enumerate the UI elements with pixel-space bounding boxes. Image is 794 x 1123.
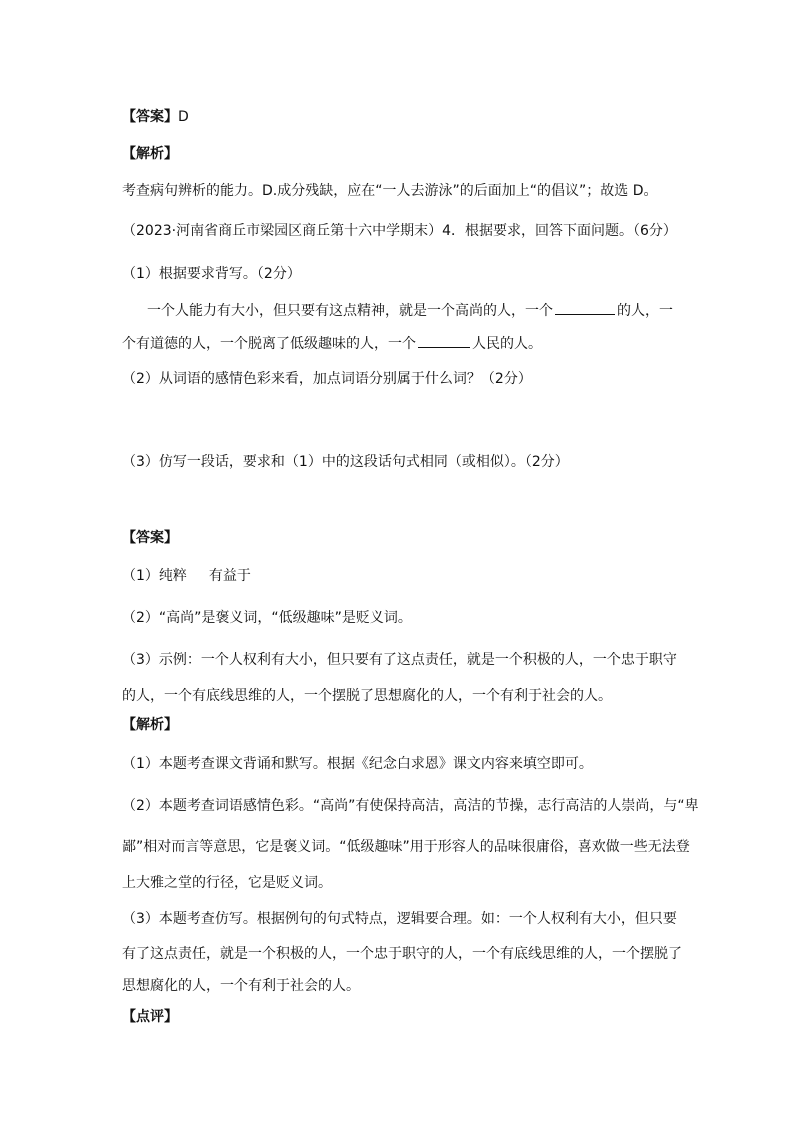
question-part-1: （1）根据要求背写。（2分） <box>122 266 301 282</box>
answer-heading-1 <box>122 108 189 126</box>
answer-2-3-line1: （3）示例：一个人权利有大小，但只要有了这点责任，就是一个积极的人，一个忠于职守 <box>122 652 677 668</box>
answer-value: D <box>178 109 189 125</box>
answer-2-3-line2: 的人，一个有底线思维的人，一个摆脱了思想腐化的人，一个有利于社会的人。 <box>122 688 612 704</box>
analysis-2-p2-line3: 上大雅之堂的行径，它是贬义词。 <box>122 875 332 891</box>
answer-word: （1）纯粹 <box>122 568 187 584</box>
answer-word: 有益于 <box>208 568 251 584</box>
recite-text: 人民的人。 <box>472 336 542 352</box>
answer-label: 【答案】 <box>122 109 178 125</box>
question-part-3: （3）仿写一段话，要求和（1）中的这段话句式相同（或相似）。（2分） <box>122 454 569 470</box>
answer-heading-2: 【答案】 <box>122 530 178 546</box>
answer-2-2: （2）“高尚”是褒义词，“低级趣味”是贬义词。 <box>122 610 412 626</box>
recite-line-2 <box>122 333 542 353</box>
analysis-2-p2-line1: （2）本题考查词语感情色彩。“高尚”有使保持高洁，高洁的节操，志行高洁的人崇尚，与“卑 <box>122 798 699 814</box>
question-number: 4．根据要求，回答下面问题。（6分） <box>442 223 677 239</box>
recite-text: 个有道德的人，一个脱离了低级趣味的人，一个 <box>122 336 416 352</box>
analysis-text-1: 考查病句辨析的能力。D.成分残缺，应在“一人去游泳”的后面加上“的倡议”；故选 D。 <box>122 183 658 199</box>
answer-2-1 <box>122 567 251 585</box>
comment-heading: 【点评】 <box>122 1009 178 1025</box>
recite-text: 一个人能力有大小，但只要有这点精神，就是一个高尚的人，一个 <box>147 303 553 319</box>
analysis-2-p3-line3: 思想腐化的人，一个有利于社会的人。 <box>122 978 360 994</box>
analysis-2-p3-line2: 有了这点责任，就是一个积极的人，一个忠于职守的人，一个有底线思维的人，一个摆脱了 <box>122 946 682 962</box>
analysis-2-p3-line1: （3）本题考查仿写。根据例句的句式特点，逻辑要合理。如：一个人权利有大小，但只要 <box>122 911 677 927</box>
fill-blank[interactable] <box>555 300 615 315</box>
analysis-2-p1: （1）本题考查课文背诵和默写。根据《纪念白求恩》课文内容来填空即可。 <box>122 756 593 772</box>
recite-text: 的人，一 <box>617 303 673 319</box>
analysis-2-p2-line2: 鄙”相对而言等意思，它是褒义词。“低级趣味”用于形容人的品味很庸俗，喜欢做一些无法登 <box>122 839 690 855</box>
recite-line-1 <box>147 300 673 320</box>
fill-blank[interactable] <box>418 333 470 348</box>
analysis-heading-2: 【解析】 <box>122 717 178 733</box>
question-header <box>122 222 677 240</box>
analysis-heading-1: 【解析】 <box>122 146 178 162</box>
question-part-2: （2）从词语的感情色彩来看，加点词语分别属于什么词？（2分） <box>122 371 532 387</box>
question-source: （2023·河南省商丘市梁园区商丘第十六中学期末） <box>122 223 443 239</box>
